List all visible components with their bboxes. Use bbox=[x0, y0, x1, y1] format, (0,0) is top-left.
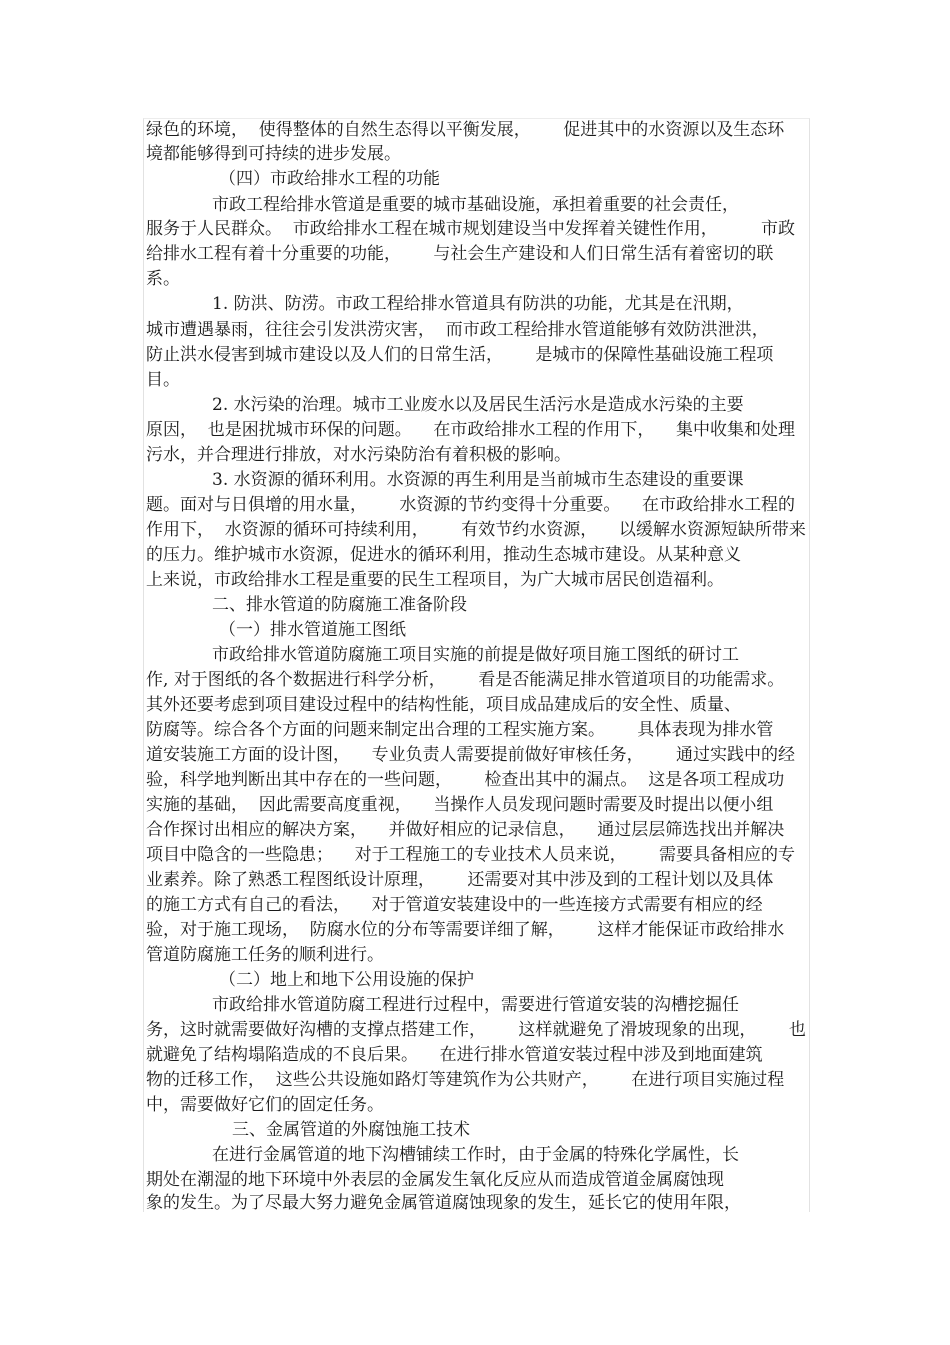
text-line: 防止洪水侵害到城市建设以及人们的日常生活， 是城市的保障性基础设施工程项 bbox=[146, 345, 774, 365]
text-line: 绿色的环境， 使得整体的自然生态得以平衡发展， 促进其中的水资源以及生态环 bbox=[146, 120, 785, 140]
text-line: 1. 防洪、防涝。市政工程给排水管道具有防洪的功能，尤其是在汛期， bbox=[212, 294, 744, 314]
text-line: 2. 水污染的治理。城市工业废水以及居民生活污水是造成水污染的主要 bbox=[212, 395, 744, 415]
text-line: 城市遭遇暴雨，往往会引发洪涝灾害， 而市政工程给排水管道能够有效防洪泄洪， bbox=[146, 320, 769, 340]
text-line: 管道防腐施工任务的顺利进行。 bbox=[146, 945, 384, 965]
text-line: 期处在潮湿的地下环境中外表层的金属发生氧化反应从而造成管道金属腐蚀现 bbox=[146, 1170, 724, 1190]
text-line: 服务于人民群众。 市政给排水工程在城市规划建设当中发挥着关键性作用， 市政 bbox=[146, 219, 796, 239]
text-line: 中，需要做好它们的固定任务。 bbox=[146, 1095, 384, 1115]
section-heading: （一）排水管道施工图纸 bbox=[219, 620, 406, 640]
text-line: 实施的基础， 因此需要高度重视， 当操作人员发现问题时需要及时提出以便小组 bbox=[146, 795, 774, 815]
text-line: 验，科学地判断出其中存在的一些问题， 检查出其中的漏点。 这是各项工程成功 bbox=[146, 770, 785, 790]
text-line: 原因， 也是困扰城市环保的问题。 在市政给排水工程的作用下， 集中收集和处理 bbox=[146, 420, 796, 440]
text-line: 市政给排水管道防腐工程进行过程中，需要进行管道安装的沟槽挖掘任 bbox=[212, 995, 739, 1015]
text-line: 市政工程给排水管道是重要的城市基础设施，承担着重要的社会责任， bbox=[212, 195, 739, 215]
text-line: 项目中隐含的一些隐患； 对于工程施工的专业技术人员来说， 需要具备相应的专 bbox=[146, 845, 796, 865]
text-line: 就避免了结构塌陷造成的不良后果。 在进行排水管道安装过程中涉及到地面建筑 bbox=[146, 1045, 763, 1065]
text-line: 防腐等。综合各个方面的问题来制定出合理的工程实施方案。 具体表现为排水管 bbox=[146, 720, 774, 740]
section-heading: （四）市政给排水工程的功能 bbox=[219, 169, 440, 189]
text-line: 业素养。除了熟悉工程图纸设计原理， 还需要对其中涉及到的工程计划以及具体 bbox=[146, 870, 774, 890]
section-heading: 二、排水管道的防腐施工准备阶段 bbox=[212, 595, 467, 615]
text-line: 题。面对与日俱增的用水量， 水资源的节约变得十分重要。 在市政给排水工程的 bbox=[146, 495, 796, 515]
text-line: 3. 水资源的循环利用。水资源的再生利用是当前城市生态建设的重要课 bbox=[212, 470, 744, 490]
text-line: 作, 对于图纸的各个数据进行科学分析， 看是否能满足排水管道项目的功能需求。 bbox=[146, 670, 785, 690]
text-line: 合作探讨出相应的解决方案， 并做好相应的记录信息， 通过层层筛选找出并解决 bbox=[146, 820, 785, 840]
text-line: 给排水工程有着十分重要的功能， 与社会生产建设和人们日常生活有着密切的联 bbox=[146, 244, 774, 264]
text-line: 在进行金属管道的地下沟槽铺续工作时，由于金属的特殊化学属性，长 bbox=[212, 1145, 739, 1165]
text-line: 其外还要考虑到项目建设过程中的结构性能，项目成品建成后的安全性、质量、 bbox=[146, 695, 741, 715]
text-line: 境都能够得到可持续的进步发展。 bbox=[146, 144, 401, 164]
section-heading: （二）地上和地下公用设施的保护 bbox=[219, 970, 474, 990]
text-line: 物的迁移工作， 这些公共设施如路灯等建筑作为公共财产， 在进行项目实施过程 bbox=[146, 1070, 785, 1090]
text-line: 市政给排水管道防腐施工项目实施的前提是做好项目施工图纸的研讨工 bbox=[212, 645, 739, 665]
text-line: 目。 bbox=[146, 370, 180, 390]
text-line: 作用下， 水资源的循环可持续利用， 有效节约水资源， 以缓解水资源短缺所带来 bbox=[146, 520, 806, 540]
text-line: 污水，并合理进行排放，对水污染防治有着积极的影响。 bbox=[146, 445, 571, 465]
text-line: 上来说，市政给排水工程是重要的民生工程项目，为广大城市居民创造福利。 bbox=[146, 570, 724, 590]
text-line: 的压力。维护城市水资源，促进水的循环利用，推动生态城市建设。从某种意义 bbox=[146, 545, 741, 565]
text-line: 象的发生。为了尽最大努力避免金属管道腐蚀现象的发生，延长它的使用年限， bbox=[146, 1193, 741, 1213]
text-line: 务，这时就需要做好沟槽的支撑点搭建工作， 这样就避免了滑坡现象的出现， 也 bbox=[146, 1020, 806, 1040]
text-line: 道安装施工方面的设计图， 专业负责人需要提前做好审核任务， 通过实践中的经 bbox=[146, 745, 796, 765]
section-heading: 三、金属管道的外腐蚀施工技术 bbox=[232, 1120, 470, 1140]
text-line: 验，对于施工现场， 防腐水位的分布等需要详细了解， 这样才能保证市政给排水 bbox=[146, 920, 785, 940]
text-line: 系。 bbox=[146, 269, 180, 289]
text-line: 的施工方式有自己的看法， 对于管道安装建设中的一些连接方式需要有相应的经 bbox=[146, 895, 763, 915]
